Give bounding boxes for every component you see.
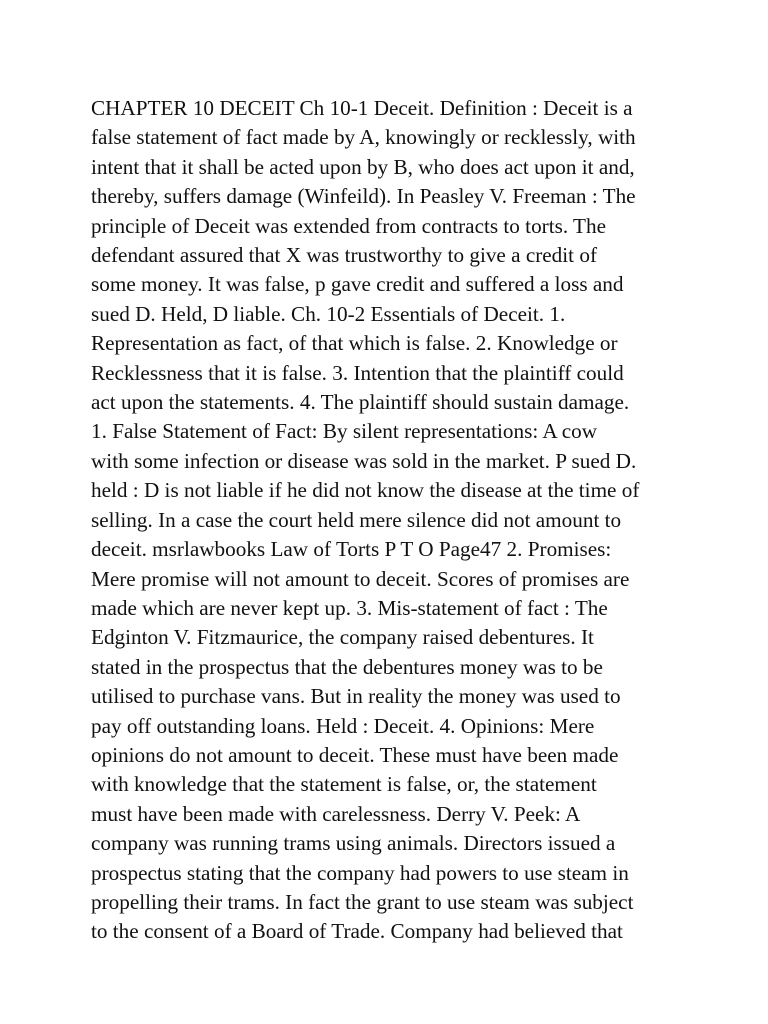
text-line: sued D. Held, D liable. Ch. 10-2 Essentials of Deceit. 1. <box>91 301 566 326</box>
text-line: false statement of fact made by A, knowingly or recklessly, with <box>91 125 636 150</box>
text-line: some money. It was false, p gave credit and suffered a loss and <box>91 272 624 297</box>
text-line: deceit. msrlawbooks Law of Torts P T O Page47 2. Promises: <box>91 537 612 562</box>
text-line: principle of Deceit was extended from contracts to torts. The <box>91 213 606 238</box>
text-line: to the consent of a Board of Trade. Company had believed that <box>91 919 623 944</box>
text-line: opinions do not amount to deceit. These must have been made <box>91 742 619 767</box>
text-line: Mere promise will not amount to deceit. Scores of promises are <box>91 566 630 591</box>
text-line: company was running trams using animals. Directors issued a <box>91 831 616 856</box>
text-line: 1. False Statement of Fact: By silent representations: A cow <box>91 419 598 444</box>
text-line: Recklessness that it is false. 3. Intention that the plaintiff could <box>91 360 624 385</box>
text-line: made which are never kept up. 3. Mis-statement of fact : The <box>91 595 608 620</box>
text-line: propelling their trams. In fact the grant to use steam was subject <box>91 889 634 914</box>
text-line: selling. In a case the court held mere silence did not amount to <box>91 507 622 532</box>
text-line: prospectus stating that the company had powers to use steam in <box>91 860 629 885</box>
text-line: utilised to purchase vans. But in reality the money was used to <box>91 684 621 709</box>
text-line: held : D is not liable if he did not know the disease at the time of <box>91 478 640 503</box>
text-line: intent that it shall be acted upon by B, who does act upon it and, <box>91 154 635 179</box>
text-line: with knowledge that the statement is false, or, the statement <box>91 772 597 797</box>
text-line: defendant assured that X was trustworthy to give a credit of <box>91 243 597 268</box>
text-line: with some infection or disease was sold in the market. P sued D. <box>91 448 637 473</box>
text-line: CHAPTER 10 DECEIT Ch 10-1 Deceit. Definition : Deceit is a <box>91 96 633 120</box>
text-line: Edginton V. Fitzmaurice, the company raised debentures. It <box>91 625 594 650</box>
text-line: must have been made with carelessness. Derry V. Peek: A <box>91 801 581 826</box>
text-line: thereby, suffers damage (Winfeild). In Peasley V. Freeman : The <box>91 184 636 209</box>
text-line: Representation as fact, of that which is false. 2. Knowledge or <box>91 331 618 356</box>
text-line: act upon the statements. 4. The plaintiff should sustain damage. <box>91 390 630 415</box>
body-text <box>91 94 691 947</box>
text-line: pay off outstanding loans. Held : Deceit. 4. Opinions: Mere <box>91 713 595 738</box>
text-line: stated in the prospectus that the debentures money was to be <box>91 654 603 679</box>
